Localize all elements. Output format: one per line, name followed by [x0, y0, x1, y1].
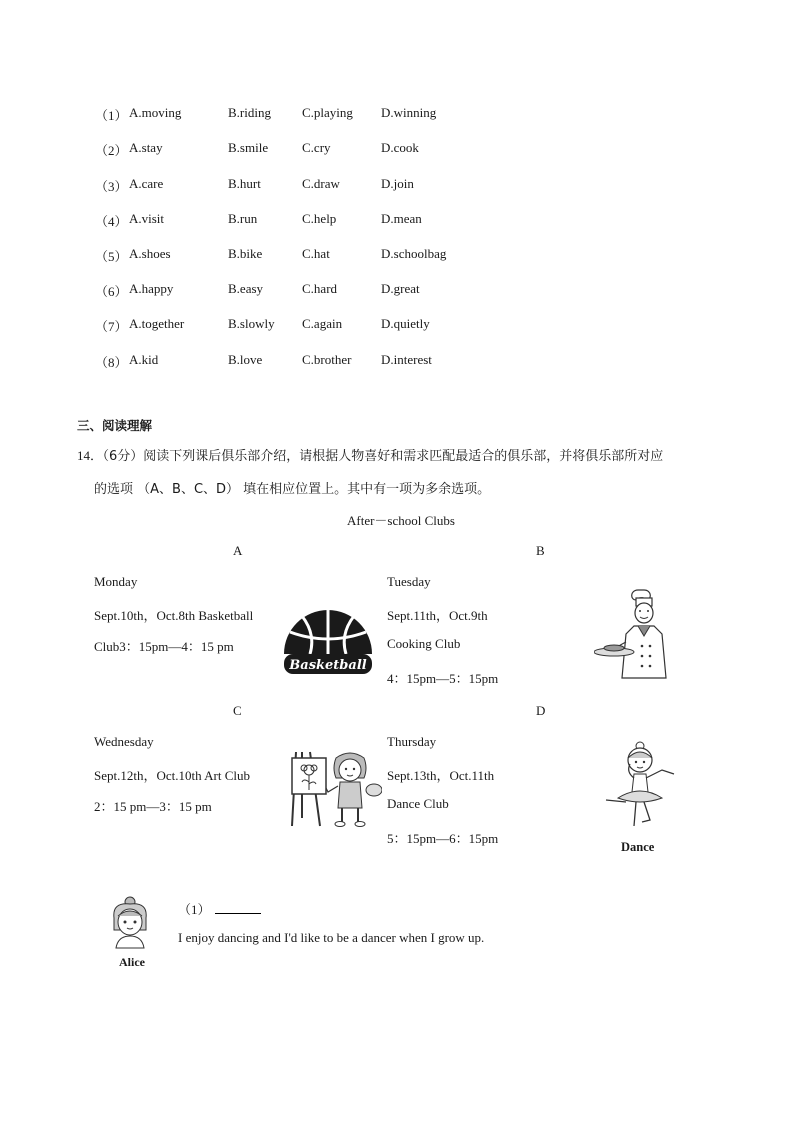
- option-a: A.moving: [129, 105, 182, 120]
- club-b-letter: B: [536, 543, 545, 558]
- dance-caption: Dance: [621, 840, 655, 854]
- option-c: C.hat: [302, 246, 330, 261]
- option-b: B.easy: [228, 281, 264, 296]
- club-b-name: Cooking Club: [387, 636, 461, 651]
- club-c-time: 2：15 pm—3：15 pm: [94, 799, 212, 814]
- option-c: C.help: [302, 211, 337, 226]
- option-number: （1）: [95, 108, 128, 123]
- option-number: （7）: [95, 319, 128, 334]
- club-b-time: 4：15pm—5：15pm: [387, 671, 499, 686]
- alice-avatar: [108, 896, 152, 958]
- option-c: C.draw: [302, 176, 340, 191]
- option-c: C.hard: [302, 281, 338, 296]
- option-b: B.hurt: [228, 176, 261, 191]
- option-d: D.cook: [381, 140, 419, 155]
- answer-blank-1[interactable]: [215, 901, 261, 914]
- option-number: （5）: [95, 249, 128, 264]
- option-a: A.care: [129, 176, 164, 191]
- option-c: C.cry: [302, 140, 331, 155]
- option-b: B.riding: [228, 105, 271, 120]
- question-line-2: 的选项 （A、B、C、D） 填在相应位置上。其中有一项为多余选项。: [94, 482, 491, 497]
- option-a: A.shoes: [129, 246, 171, 261]
- option-b: B.run: [228, 211, 258, 226]
- clubs-title: After－school Clubs: [347, 513, 455, 528]
- option-a: A.visit: [129, 211, 165, 226]
- club-d-time: 5：15pm—6：15pm: [387, 831, 499, 846]
- option-d: D.interest: [381, 352, 432, 367]
- section-title: 三、阅读理解: [77, 418, 153, 433]
- chef-illustration: [594, 586, 686, 684]
- option-c: C.again: [302, 316, 343, 331]
- club-d-letter: D: [536, 703, 546, 718]
- club-b-dates: Sept.11th，Oct.9th: [387, 608, 488, 623]
- option-number: （3）: [95, 179, 128, 194]
- basketball-logo-text: Basketball: [289, 658, 367, 673]
- option-b: B.smile: [228, 140, 269, 155]
- option-b: B.love: [228, 352, 263, 367]
- option-d: D.winning: [381, 105, 437, 120]
- club-b-day: Tuesday: [387, 574, 431, 589]
- option-c: C.playing: [302, 105, 353, 120]
- option-number: （6）: [95, 284, 128, 299]
- option-a: A.stay: [129, 140, 163, 155]
- alice-label: Alice: [119, 955, 145, 969]
- club-a-letter: A: [233, 543, 243, 558]
- ballerina-illustration: [604, 740, 680, 840]
- item-1-number: （1）: [178, 902, 211, 917]
- club-a-time: Club3：15pm—4：15 pm: [94, 639, 234, 654]
- option-c: C.brother: [302, 352, 352, 367]
- item-1-prompt: [178, 899, 261, 918]
- club-c-day: Wednesday: [94, 734, 154, 749]
- option-b: B.bike: [228, 246, 263, 261]
- option-d: D.quietly: [381, 316, 430, 331]
- option-d: D.great: [381, 281, 420, 296]
- option-b: B.slowly: [228, 316, 275, 331]
- option-number: （2）: [95, 143, 128, 158]
- basketball-logo: [280, 602, 376, 682]
- club-d-day: Thursday: [387, 734, 437, 749]
- club-d-dates: Sept.13th，Oct.11th: [387, 768, 495, 783]
- art-club-illustration: [288, 748, 382, 832]
- club-d-name: Dance Club: [387, 796, 449, 811]
- option-number: （8）: [95, 355, 128, 370]
- option-number: （4）: [95, 214, 128, 229]
- option-a: A.together: [129, 316, 185, 331]
- option-d: D.join: [381, 176, 414, 191]
- club-c-letter: C: [233, 703, 242, 718]
- option-a: A.kid: [129, 352, 159, 367]
- club-a-day: Monday: [94, 574, 138, 589]
- question-line-1: （6分）阅读下列课后俱乐部介绍，请根据人物喜好和需求匹配最适合的俱乐部，并将俱乐部所对应: [96, 449, 664, 464]
- club-c-dates: Sept.12th，Oct.10th Art Club: [94, 768, 251, 783]
- option-a: A.happy: [129, 281, 174, 296]
- question-number: 14．: [77, 448, 104, 463]
- club-a-dates: Sept.10th，Oct.8th Basketball: [94, 608, 254, 623]
- option-d: D.mean: [381, 211, 422, 226]
- item-1-text: I enjoy dancing and I'd like to be a dancer when I grow up.: [178, 930, 485, 945]
- option-d: D.schoolbag: [381, 246, 447, 261]
